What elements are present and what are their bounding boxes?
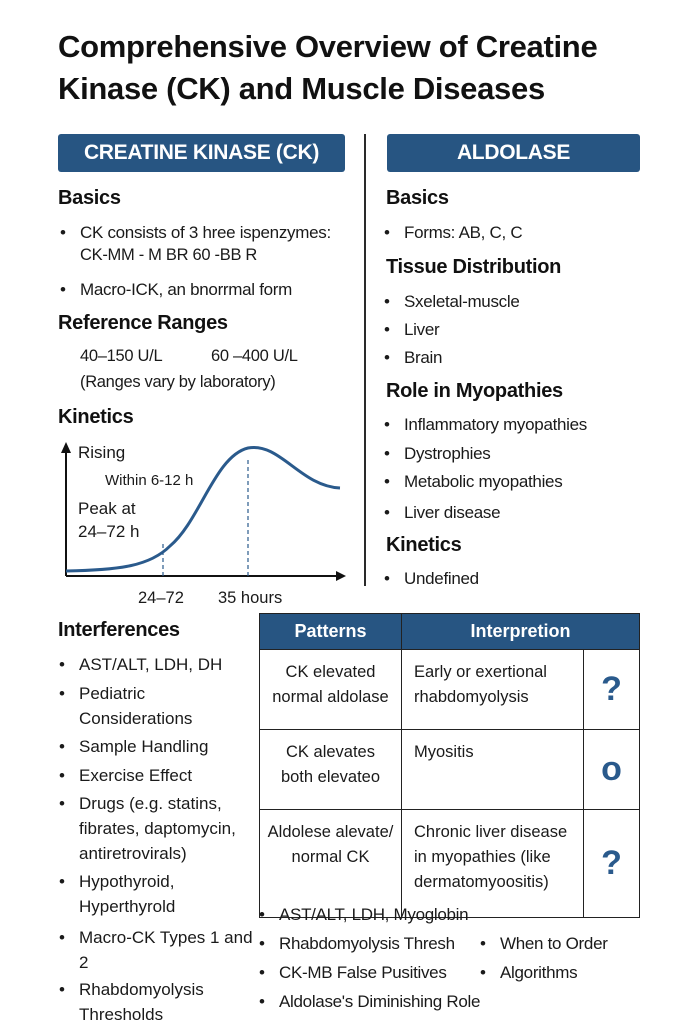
interference-item: • Exercise Effect — [79, 763, 254, 788]
aldolase-kinetics-heading: Kinetics — [386, 534, 462, 556]
aldolase-forms: • Forms: AB, C, C — [404, 220, 522, 245]
ck-ref-heading: Reference Ranges — [58, 312, 228, 334]
x-tick-label-2: 35 hours — [218, 589, 283, 607]
pattern-cell: CK elevated normal aldolase — [260, 650, 402, 730]
tissue-item: • Sxeletal-muscle — [404, 289, 520, 314]
interference-item: • Sample Handling — [79, 734, 254, 759]
circle-icon: o — [584, 730, 640, 810]
x-axis-arrow — [336, 571, 346, 581]
ck-kinetics-chart — [60, 436, 352, 610]
x-tick-label-1: 24–72 — [138, 589, 184, 607]
question-icon: ? — [584, 810, 640, 918]
ck-basics-item-1: • CK consists of 3 hree ispenzymes: — [80, 220, 331, 245]
header-interpretation: Interpretion — [402, 614, 640, 650]
page-title: Comprehensive Overview of Creatine Kinase (CK) and Muscle Diseases — [58, 29, 598, 106]
tissue-item: • Brain — [404, 345, 442, 370]
ck-basics-item-1-cont: CK-MM - M BR 60 -BB R — [80, 246, 258, 264]
bottom-item: • CK-MB False Pusitives — [279, 960, 447, 985]
tissue-item: • Liver — [404, 317, 439, 342]
interferences-heading: Interferences — [58, 619, 180, 641]
bottom-item: • Aldolase's Diminishing Role — [279, 989, 480, 1014]
role-heading: Role in Myopathies — [386, 380, 563, 402]
ck-ref-range-2: 60 –400 U/L — [211, 347, 298, 365]
aldolase-basics-heading: Basics — [386, 187, 449, 209]
interference-item: • Hypothyroid, Hyperthyrold — [79, 869, 254, 919]
role-item: • Inflammatory myopathies — [404, 412, 587, 437]
table-header-row — [260, 614, 640, 650]
interference-item: • Pediatric Considerations — [79, 681, 254, 731]
interference-item: • Macro-CK Types 1 and 2 — [79, 925, 254, 975]
ck-banner: CREATINE KINASE (CK) — [58, 134, 345, 172]
tissue-heading: Tissue Distribution — [386, 256, 562, 278]
role-item: • Dystrophies — [404, 441, 490, 466]
role-item: • Liver disease — [404, 500, 500, 525]
ck-kinetics-heading: Kinetics — [58, 406, 134, 428]
bottom-item: • Rhabdomyolysis Thresh — [279, 931, 455, 956]
bottom-item: • Algorithms — [500, 960, 577, 985]
y-axis-arrow — [61, 442, 71, 453]
peak-label-2: 24–72 h — [78, 522, 140, 541]
interference-item: • AST/ALT, LDH, DH — [79, 652, 254, 677]
interpretation-cell: Myositis — [402, 730, 584, 810]
patterns-table — [259, 613, 640, 918]
interference-item: • Drugs (e.g. statins, fibrates, daptomycin, antiretrovirals) — [79, 791, 254, 866]
bottom-item: • When to Order — [500, 931, 608, 956]
ck-ref-note: (Ranges vary by laboratory) — [80, 373, 276, 391]
peak-label-1: Peak at — [78, 499, 136, 518]
table-row — [260, 730, 640, 810]
aldolase-banner: ALDOLASE — [387, 134, 640, 172]
pattern-cell: Aldolese alevate/ normal CK — [260, 810, 402, 918]
rising-label: Rising — [78, 443, 126, 462]
ck-ref-range-1: 40–150 U/L — [80, 347, 163, 365]
column-divider — [364, 134, 366, 586]
bottom-item: • AST/ALT, LDH, Myoglobin — [279, 902, 468, 927]
question-icon: ? — [584, 650, 640, 730]
rising-time-label: Within 6-12 h — [105, 472, 194, 489]
interpretation-cell: Chronic liver disease in myopathies (like dermatomyoositis) — [402, 810, 584, 918]
ck-basics-heading: Basics — [58, 187, 121, 209]
role-item: • Metabolic myopathies — [404, 469, 562, 494]
pattern-cell: CK alevates both elevateo — [260, 730, 402, 810]
header-patterns: Patterns — [260, 614, 402, 650]
ck-basics-item-2: • Macro-ICK, an bnorrmal form — [80, 277, 292, 302]
aldolase-kinetics-value: • Undefined — [404, 566, 479, 591]
table-row — [260, 650, 640, 730]
interpretation-cell: Early or exertional rhabdomyolysis — [402, 650, 584, 730]
interference-item: • Rhabdomyolysis Thresholds — [79, 977, 254, 1027]
